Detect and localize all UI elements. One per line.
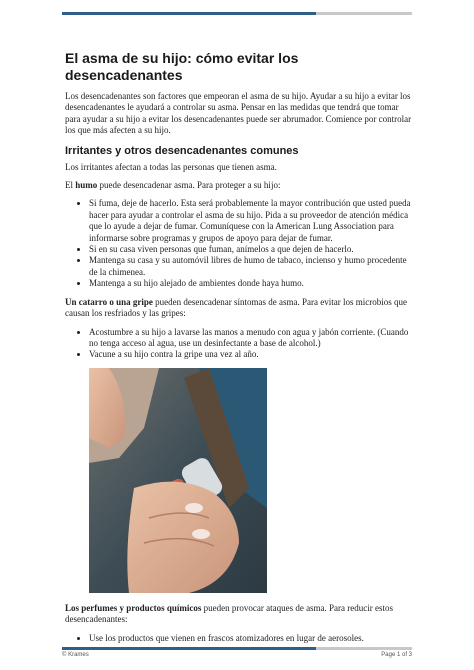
perfume-bold: Los perfumes y productos químicos [65,602,202,613]
cold-list [65,327,415,361]
smoke-paragraph [65,180,415,191]
section-heading: Irritantes y otros desencadenantes comunes [65,144,299,157]
cold-paragraph [65,297,415,320]
inhaler-photo [89,368,267,593]
cold-rest: pueden desencadenar síntomas de asma. Para evitar los microbios que causan los resfriados y las gripes: [65,296,408,319]
header-rule-accent [62,12,316,15]
perfume-paragraph [65,603,415,626]
footer-copyright: © Krames [62,652,89,658]
list-item: • Mantenga a su hijo alejado de ambientes donde haya humo. [89,278,415,289]
list-item: • Vacune a su hijo contra la gripe una vez al año. [89,349,415,360]
list-item: • Si en su casa viven personas que fuman, anímelos a que dejen de hacerlo. [89,244,415,255]
perfume-list [65,633,415,644]
document-body [65,50,415,651]
smoke-list [65,198,415,289]
smoke-prefix: El [65,180,76,191]
perfume-rest: pueden provocar ataques de asma. Para reducir estos desencadenantes: [65,602,394,625]
page-number: Page 1 of 3 [381,652,412,658]
footer-rule-accent [62,647,316,650]
page-title: El asma de su hijo: cómo evitar los desencadenantes [65,50,299,83]
header-rule [62,12,412,15]
smoke-bold: humo [75,180,98,191]
footer-rule [62,647,412,650]
intro-paragraph: Los desencadenantes son factores que empeoran el asma de su hijo. Ayudar a su hijo a evitar los desencadenantes le ayudará a controlar su asma. Pensar en las medidas que tendrá que tomar para ayudar a su hijo a evitar los desencadenantes puede ser abrumador. Comience por controlar los que más afecten a su hijo. [65,91,412,136]
list-item: • Mantenga su casa y su automóvil libres de humo de tabaco, incienso y humo procedente de la chimenea. [89,255,415,278]
smoke-rest: puede desencadenar asma. Para proteger a su hijo: [97,180,281,191]
list-item: • Use los productos que vienen en frascos atomizadores en lugar de aerosoles. [89,633,415,644]
cold-bold: Un catarro o una gripe [65,296,153,307]
list-item: • Si fuma, deje de hacerlo. Esta será probablemente la mayor contribución que usted pueda hacer para ayudar a controlar el asma de su hijo. Pida a su proveedor de atención médica que lo ayude a dejar de fumar. Comuníquese con la American Lung Association para informarse sobre programas y grupos de apoyo para dejar de fumar. [89,198,415,244]
irritants-paragraph: Los irritantes afectan a todas las personas que tienen asma. [65,161,277,172]
inhaler-photo-illustration [89,368,267,593]
list-item: • Acostumbre a su hijo a lavarse las manos a menudo con agua y jabón corriente. (Cuando no tenga acceso al agua, use un desinfectante a base de alcohol.) [89,327,415,350]
